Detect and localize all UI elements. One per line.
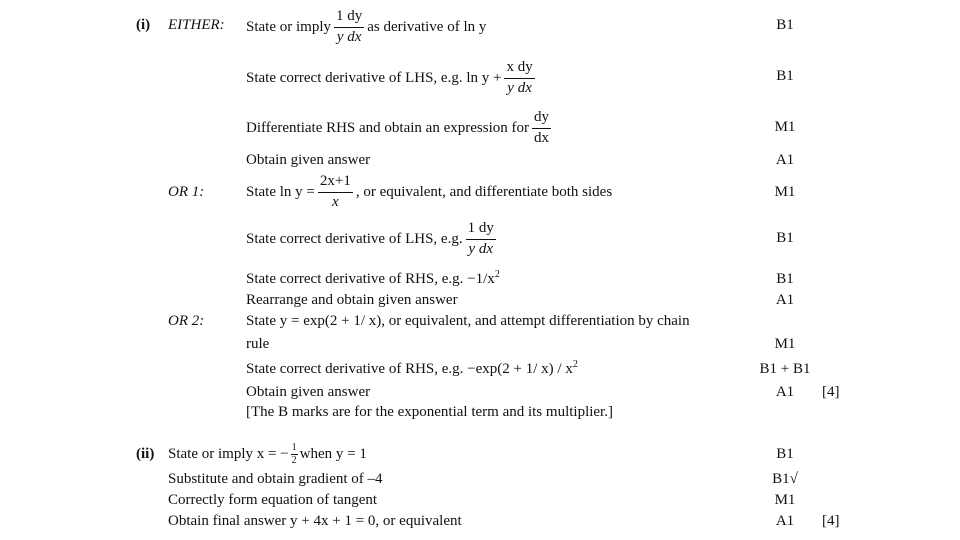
mark: B1 <box>776 17 794 33</box>
step-text: State correct derivative of LHS, e.g. ln y + <box>246 69 502 86</box>
either-step-4: Obtain given answer <box>246 152 371 168</box>
or-2-step-2: State correct derivative of RHS, e.g. −exp(2 + 1/ $x) / x^2$ <box>246 359 578 377</box>
step-text: State correct derivative of LHS, e.g. <box>246 230 463 247</box>
step-text: as derivative of ln y <box>367 18 487 35</box>
mark: M1 <box>774 492 796 508</box>
or-2-step-1-line-2: rule <box>246 336 270 352</box>
mark: B1√ <box>772 471 798 487</box>
fraction-one-half: $\frac{1}{2}$ <box>291 441 297 466</box>
part-ii-step-1: State or imply x = − $\frac{1}{2}$ when y = 1 <box>168 441 367 466</box>
part-i-label: (i) <box>136 17 151 33</box>
part-ii-step-2: Substitute and obtain gradient of –4 <box>168 471 383 487</box>
mark: B1 <box>776 68 794 84</box>
or-1-label: OR 1: <box>168 184 205 200</box>
either-step-1 <box>246 5 486 49</box>
fraction-2x-plus-1-over-x: $\frac{2x+1}{x}$ <box>319 172 351 210</box>
fraction-1-over-y-dy-dx: $\frac{1 dy}{\text{y dx}}$ <box>467 219 494 257</box>
either-step-2 <box>246 56 538 100</box>
or-2-step-1-line-1: State y = exp(2 + 1/ x), or equivalent, and attempt differentiation by chain <box>246 313 690 329</box>
part-ii-total: [4] <box>822 513 840 529</box>
part-ii-step-3: Correctly form equation of tangent <box>168 492 378 508</box>
mark: M1 <box>774 336 796 352</box>
or-2-step-3: Obtain given answer <box>246 384 371 400</box>
mark: B1 + B1 <box>759 361 811 377</box>
mark: A1 <box>775 292 795 308</box>
part-i-total: [4] <box>822 384 840 400</box>
mark: M1 <box>774 184 796 200</box>
or-2-note: [The B marks are for the exponential term and its multiplier.] <box>246 404 613 420</box>
step-text: State or imply <box>246 18 331 35</box>
fraction-x-over-y-dy-dx: $\frac{\text{x dy}}{\text{y dx}}$ <box>506 58 533 96</box>
part-ii-step-4: Obtain final answer y + 4x + 1 = 0, or equivalent <box>168 513 462 529</box>
step-text: , or equivalent, and differentiate both sides <box>355 183 613 200</box>
step-text: Differentiate RHS and obtain an expression for <box>246 119 529 136</box>
mark: B1 <box>776 271 794 287</box>
or-2-label: OR 2: <box>168 313 205 329</box>
part-ii-label: (ii) <box>136 446 155 462</box>
mark: B1 <box>776 446 794 462</box>
or-1-step-3: State correct derivative of RHS, e.g. $-1/x^2$ <box>246 269 500 287</box>
fraction-1-over-y-dy-dx: $\frac{1 dy}{\text{y dx}}$ <box>336 7 363 45</box>
mark: B1 <box>776 230 794 246</box>
mark: A1 <box>775 513 795 529</box>
or-1-step-2 <box>246 216 499 262</box>
mark: M1 <box>774 119 796 135</box>
fraction-dy-dx: $\frac{dy}{dx}$ <box>533 108 549 146</box>
or-1-step-1 <box>246 170 612 214</box>
or-1-step-4: Rearrange and obtain given answer <box>246 292 458 308</box>
mark: A1 <box>775 384 795 400</box>
either-step-3 <box>246 106 554 150</box>
either-label: EITHER: <box>168 17 225 33</box>
step-text: State ln y = <box>246 183 315 200</box>
mark: A1 <box>775 152 795 168</box>
